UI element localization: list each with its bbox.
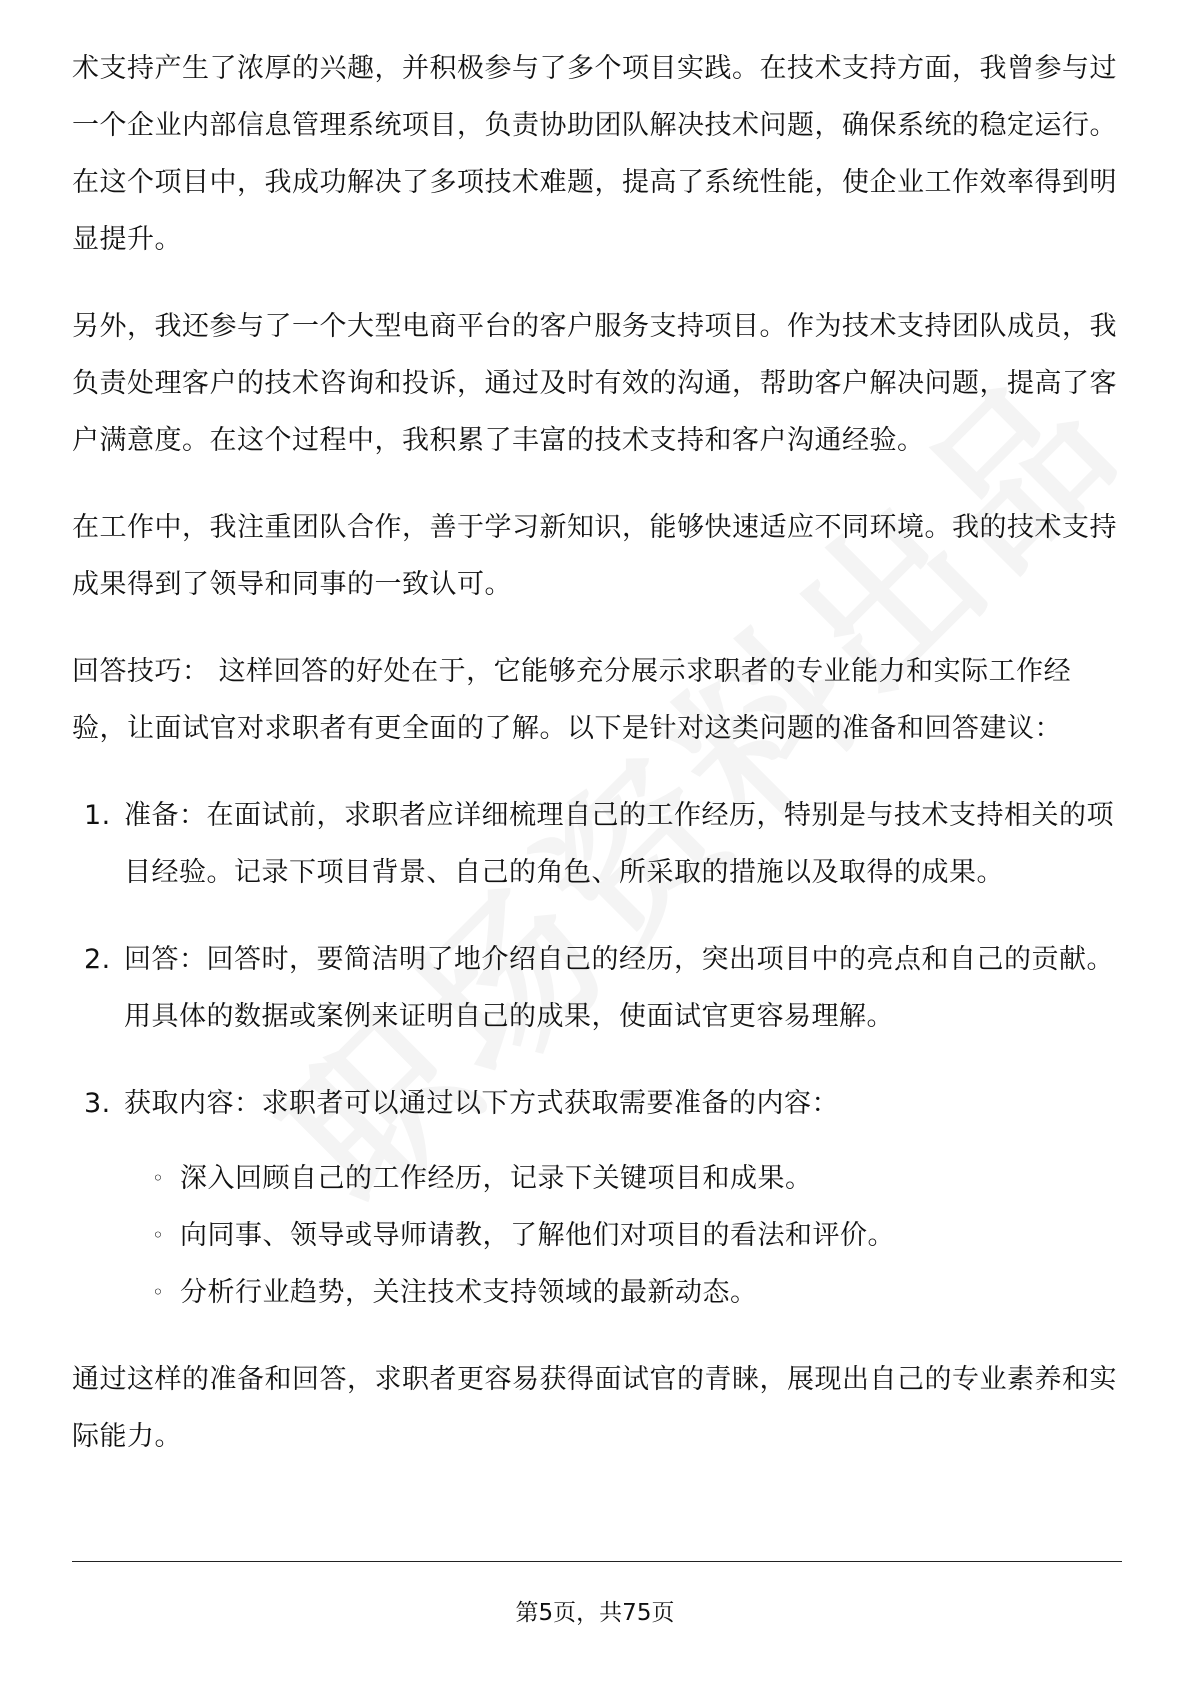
document-page bbox=[72, 40, 1122, 1495]
step-number: 2. bbox=[84, 944, 111, 975]
footer-divider bbox=[72, 1561, 1122, 1562]
paragraph-closing: 通过这样的准备和回答，求职者更容易获得面试官的青睐，展现出自己的专业素养和实际能力。 bbox=[72, 1364, 1117, 1452]
paragraph-answer-tips bbox=[72, 643, 1122, 757]
advice-step-answer bbox=[72, 931, 1122, 1045]
step-number: 3. bbox=[84, 1088, 111, 1119]
list-item bbox=[152, 1207, 1122, 1264]
list-item-text: 分析行业趋势，关注技术支持领域的最新动态。 bbox=[180, 1277, 758, 1308]
step-text: 准备：在面试前，求职者应详细梳理自己的工作经历，特别是与技术支持相关的项目经验。记录下项目背景、自己的角色、所采取的措施以及取得的成果。 bbox=[124, 800, 1114, 888]
circle-bullet-icon: ◦ bbox=[152, 1280, 165, 1304]
list-item-text: 向同事、领导或导师请教，了解他们对项目的看法和评价。 bbox=[180, 1220, 895, 1251]
advice-step-gather-content bbox=[72, 1075, 1122, 1321]
list-item bbox=[152, 1264, 1122, 1321]
advice-steps-list bbox=[72, 787, 1122, 1321]
paragraph-project-experience: 术支持产生了浓厚的兴趣，并积极参与了多个项目实践。在技术支持方面，我曾参与过一个企业内部信息管理系统项目，负责协助团队解决技术问题，确保系统的稳定运行。在这个项目中，我成功解决了多项技术难题，提高了系统性能，使企业工作效率得到明显提升。 bbox=[72, 53, 1117, 255]
answer-tips-text: 这样回答的好处在于，它能够充分展示求职者的专业能力和实际工作经验，让面试官对求职者有更全面的了解。以下是针对这类问题的准备和回答建议： bbox=[72, 656, 1072, 744]
circle-bullet-icon: ◦ bbox=[152, 1166, 165, 1190]
step-number: 1. bbox=[84, 800, 111, 831]
answer-tips-label: 回答技巧： bbox=[72, 656, 210, 687]
list-item bbox=[152, 1150, 1122, 1207]
step-text: 回答：回答时，要简洁明了地介绍自己的经历，突出项目中的亮点和自己的贡献。用具体的数据或案例来证明自己的成果，使面试官更容易理解。 bbox=[124, 944, 1114, 1032]
list-item-text: 深入回顾自己的工作经历，记录下关键项目和成果。 bbox=[180, 1163, 813, 1194]
page-number: 第5页，共75页 bbox=[515, 1600, 675, 1626]
paragraph-teamwork: 在工作中，我注重团队合作，善于学习新知识，能够快速适应不同环境。我的技术支持成果得到了领导和同事的一致认可。 bbox=[72, 512, 1117, 600]
step-text: 获取内容：求职者可以通过以下方式获取需要准备的内容： bbox=[124, 1088, 839, 1119]
circle-bullet-icon: ◦ bbox=[152, 1223, 165, 1247]
gather-content-sublist bbox=[124, 1150, 1122, 1321]
advice-step-prepare bbox=[72, 787, 1122, 901]
paragraph-ecommerce-project: 另外，我还参与了一个大型电商平台的客户服务支持项目。作为技术支持团队成员，我负责处理客户的技术咨询和投诉，通过及时有效的沟通，帮助客户解决问题，提高了客户满意度。在这个过程中，我积累了丰富的技术支持和客户沟通经验。 bbox=[72, 311, 1117, 456]
